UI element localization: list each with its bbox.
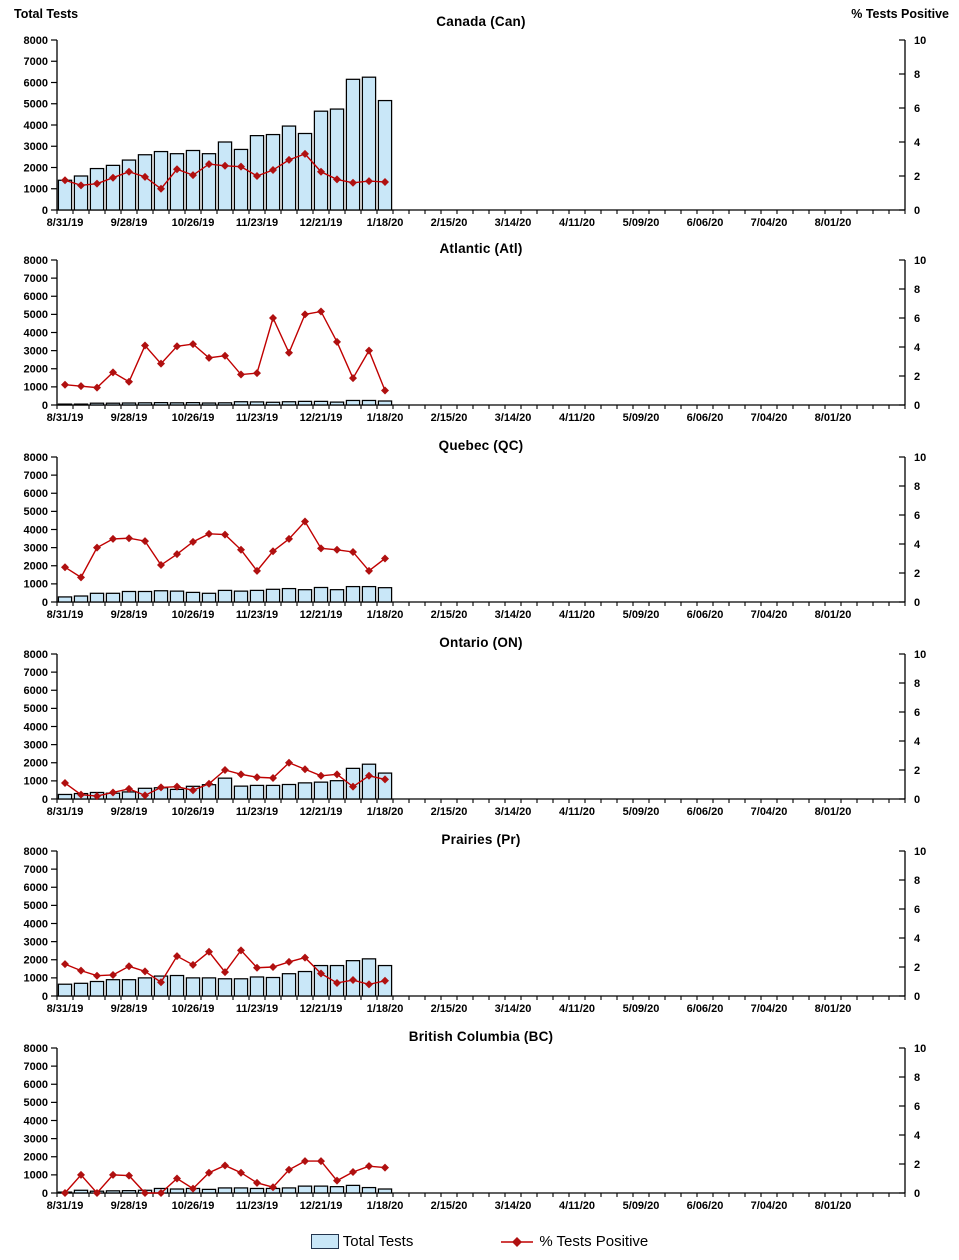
- svg-text:9/28/19: 9/28/19: [110, 1003, 148, 1015]
- svg-text:12/21/19: 12/21/19: [299, 1003, 343, 1015]
- svg-text:10/26/19: 10/26/19: [171, 1003, 215, 1015]
- svg-text:8/31/19: 8/31/19: [46, 217, 84, 229]
- svg-text:6: 6: [914, 509, 921, 522]
- svg-text:2: 2: [914, 961, 921, 974]
- chart-section-atlantic: [0, 238, 959, 435]
- svg-text:9/28/19: 9/28/19: [110, 1200, 148, 1212]
- legend-item-pct-positive: [499, 1233, 648, 1250]
- chart-section-british-columbia: [0, 1026, 959, 1223]
- svg-text:0: 0: [914, 596, 921, 609]
- svg-text:6000: 6000: [23, 488, 48, 501]
- svg-text:4000: 4000: [23, 721, 48, 734]
- svg-text:12/21/19: 12/21/19: [299, 806, 343, 818]
- svg-text:8000: 8000: [23, 845, 48, 858]
- svg-text:8: 8: [914, 68, 921, 81]
- total-tests-swatch-icon: [311, 1234, 339, 1249]
- svg-text:10/26/19: 10/26/19: [171, 217, 215, 229]
- svg-text:4: 4: [914, 932, 921, 945]
- svg-text:8/31/19: 8/31/19: [46, 806, 84, 818]
- svg-text:4000: 4000: [23, 119, 48, 132]
- svg-text:11/23/19: 11/23/19: [235, 1200, 279, 1212]
- svg-text:6: 6: [914, 312, 921, 325]
- svg-text:10/26/19: 10/26/19: [171, 806, 215, 818]
- svg-text:3/14/20: 3/14/20: [494, 1200, 532, 1212]
- svg-text:0: 0: [41, 204, 48, 217]
- svg-text:2/15/20: 2/15/20: [430, 609, 468, 621]
- svg-text:3000: 3000: [23, 345, 48, 358]
- svg-text:6: 6: [914, 1100, 921, 1113]
- svg-text:10/26/19: 10/26/19: [171, 1200, 215, 1212]
- svg-text:5/09/20: 5/09/20: [622, 1200, 660, 1212]
- svg-text:1000: 1000: [23, 183, 48, 196]
- svg-text:2000: 2000: [23, 757, 48, 770]
- svg-text:5000: 5000: [23, 309, 48, 322]
- svg-text:9/28/19: 9/28/19: [110, 806, 148, 818]
- svg-text:11/23/19: 11/23/19: [235, 1003, 279, 1015]
- svg-text:2000: 2000: [23, 363, 48, 376]
- svg-text:2: 2: [914, 567, 921, 580]
- svg-text:0: 0: [41, 793, 48, 806]
- svg-text:7000: 7000: [23, 1060, 48, 1073]
- legend-pct-positive-label: % Tests Positive: [539, 1233, 649, 1250]
- svg-text:5000: 5000: [23, 506, 48, 519]
- svg-text:2000: 2000: [23, 1151, 48, 1164]
- svg-text:1000: 1000: [23, 775, 48, 788]
- svg-text:10/26/19: 10/26/19: [171, 412, 215, 424]
- svg-text:6000: 6000: [23, 685, 48, 698]
- right-axis-header: % Tests Positive: [851, 7, 949, 21]
- quebec-plot: [0, 435, 959, 632]
- svg-text:11/23/19: 11/23/19: [235, 412, 279, 424]
- svg-text:6: 6: [914, 706, 921, 719]
- svg-text:2: 2: [914, 370, 921, 383]
- svg-text:2: 2: [914, 1158, 921, 1171]
- svg-text:0: 0: [914, 204, 921, 217]
- svg-text:3/14/20: 3/14/20: [494, 1003, 532, 1015]
- svg-text:12/21/19: 12/21/19: [299, 1200, 343, 1212]
- svg-text:3/14/20: 3/14/20: [494, 412, 532, 424]
- svg-text:2000: 2000: [23, 560, 48, 573]
- atlantic-plot: [0, 238, 959, 435]
- svg-text:6/06/20: 6/06/20: [686, 1003, 724, 1015]
- svg-text:8/31/19: 8/31/19: [46, 1003, 84, 1015]
- svg-text:5000: 5000: [23, 1097, 48, 1110]
- ontario-plot: [0, 632, 959, 829]
- svg-text:7/04/20: 7/04/20: [750, 1200, 788, 1212]
- left-axis-header: Total Tests: [14, 7, 79, 21]
- svg-text:10: 10: [914, 648, 927, 661]
- svg-text:0: 0: [914, 399, 921, 412]
- svg-text:8/01/20: 8/01/20: [814, 806, 852, 818]
- svg-text:0: 0: [41, 596, 48, 609]
- svg-text:0: 0: [41, 1187, 48, 1200]
- svg-text:3/14/20: 3/14/20: [494, 217, 532, 229]
- svg-text:8000: 8000: [23, 648, 48, 661]
- svg-text:6000: 6000: [23, 291, 48, 304]
- svg-text:2/15/20: 2/15/20: [430, 412, 468, 424]
- british-columbia-plot: [0, 1026, 959, 1223]
- svg-text:7/04/20: 7/04/20: [750, 609, 788, 621]
- legend-item-total-tests: [311, 1233, 414, 1250]
- svg-text:8/01/20: 8/01/20: [814, 609, 852, 621]
- svg-text:5/09/20: 5/09/20: [622, 806, 660, 818]
- chart-section-canada: [0, 0, 959, 238]
- svg-text:4/11/20: 4/11/20: [558, 412, 596, 424]
- svg-text:2: 2: [914, 170, 921, 183]
- svg-text:1000: 1000: [23, 381, 48, 394]
- svg-text:6: 6: [914, 102, 921, 115]
- svg-text:4/11/20: 4/11/20: [558, 1200, 596, 1212]
- svg-text:6: 6: [914, 903, 921, 916]
- svg-text:1000: 1000: [23, 1169, 48, 1182]
- svg-text:4: 4: [914, 136, 921, 149]
- svg-text:4/11/20: 4/11/20: [558, 1003, 596, 1015]
- svg-text:6/06/20: 6/06/20: [686, 1200, 724, 1212]
- svg-text:1/18/20: 1/18/20: [366, 1200, 404, 1212]
- svg-text:7/04/20: 7/04/20: [750, 1003, 788, 1015]
- svg-text:5/09/20: 5/09/20: [622, 1003, 660, 1015]
- svg-text:8: 8: [914, 677, 921, 690]
- svg-text:2: 2: [914, 764, 921, 777]
- svg-text:1000: 1000: [23, 578, 48, 591]
- svg-text:0: 0: [41, 399, 48, 412]
- svg-text:9/28/19: 9/28/19: [110, 412, 148, 424]
- svg-text:9/28/19: 9/28/19: [110, 609, 148, 621]
- svg-text:3/14/20: 3/14/20: [494, 806, 532, 818]
- chart-title-quebec: Quebec (QC): [438, 438, 524, 453]
- svg-text:8/31/19: 8/31/19: [46, 412, 84, 424]
- svg-text:1/18/20: 1/18/20: [366, 609, 404, 621]
- svg-text:8/01/20: 8/01/20: [814, 1200, 852, 1212]
- svg-text:7000: 7000: [23, 666, 48, 679]
- svg-text:6/06/20: 6/06/20: [686, 412, 724, 424]
- svg-text:4/11/20: 4/11/20: [558, 217, 596, 229]
- svg-text:0: 0: [914, 1187, 921, 1200]
- chart-title-canada: Canada (Can): [436, 14, 526, 29]
- svg-text:6000: 6000: [23, 882, 48, 895]
- svg-text:6/06/20: 6/06/20: [686, 609, 724, 621]
- svg-text:7000: 7000: [23, 863, 48, 876]
- svg-text:0: 0: [914, 793, 921, 806]
- svg-text:1000: 1000: [23, 972, 48, 985]
- svg-text:8/01/20: 8/01/20: [814, 1003, 852, 1015]
- svg-text:10: 10: [914, 845, 927, 858]
- svg-text:8: 8: [914, 480, 921, 493]
- chart-section-ontario: [0, 632, 959, 829]
- svg-text:12/21/19: 12/21/19: [299, 412, 343, 424]
- svg-text:1/18/20: 1/18/20: [366, 806, 404, 818]
- pct-positive-line-icon: [499, 1236, 535, 1248]
- svg-text:10: 10: [914, 1042, 927, 1055]
- svg-text:4: 4: [914, 735, 921, 748]
- chart-section-prairies: [0, 829, 959, 1026]
- svg-text:2/15/20: 2/15/20: [430, 1200, 468, 1212]
- legend-total-tests-label: Total Tests: [342, 1233, 414, 1250]
- svg-text:1/18/20: 1/18/20: [366, 1003, 404, 1015]
- svg-text:5000: 5000: [23, 703, 48, 716]
- svg-text:3000: 3000: [23, 141, 48, 154]
- svg-text:4000: 4000: [23, 1115, 48, 1128]
- svg-text:2/15/20: 2/15/20: [430, 1003, 468, 1015]
- svg-text:7000: 7000: [23, 469, 48, 482]
- svg-text:10/26/19: 10/26/19: [171, 609, 215, 621]
- svg-text:4: 4: [914, 341, 921, 354]
- svg-text:6000: 6000: [23, 77, 48, 90]
- svg-text:4000: 4000: [23, 918, 48, 931]
- chart-title-atlantic: Atlantic (Atl): [439, 241, 523, 256]
- svg-text:8000: 8000: [23, 254, 48, 267]
- chart-section-quebec: [0, 435, 959, 632]
- svg-text:8: 8: [914, 283, 921, 296]
- svg-text:8: 8: [914, 874, 921, 887]
- chart-title-british-columbia: British Columbia (BC): [408, 1029, 554, 1044]
- svg-text:7/04/20: 7/04/20: [750, 412, 788, 424]
- svg-text:4: 4: [914, 538, 921, 551]
- svg-text:11/23/19: 11/23/19: [235, 609, 279, 621]
- svg-text:2/15/20: 2/15/20: [430, 217, 468, 229]
- svg-text:8/01/20: 8/01/20: [814, 217, 852, 229]
- svg-text:7000: 7000: [23, 56, 48, 69]
- svg-text:0: 0: [41, 990, 48, 1003]
- svg-text:8/31/19: 8/31/19: [46, 609, 84, 621]
- svg-text:8/31/19: 8/31/19: [46, 1200, 84, 1212]
- svg-text:3000: 3000: [23, 542, 48, 555]
- svg-text:7/04/20: 7/04/20: [750, 806, 788, 818]
- svg-text:1/18/20: 1/18/20: [366, 412, 404, 424]
- svg-text:10: 10: [914, 451, 927, 464]
- svg-text:6000: 6000: [23, 1079, 48, 1092]
- svg-text:5/09/20: 5/09/20: [622, 609, 660, 621]
- svg-text:6/06/20: 6/06/20: [686, 806, 724, 818]
- svg-text:4: 4: [914, 1129, 921, 1142]
- svg-text:3000: 3000: [23, 1133, 48, 1146]
- svg-text:9/28/19: 9/28/19: [110, 217, 148, 229]
- svg-text:5/09/20: 5/09/20: [622, 217, 660, 229]
- svg-text:7/04/20: 7/04/20: [750, 217, 788, 229]
- svg-text:11/23/19: 11/23/19: [235, 806, 279, 818]
- svg-text:12/21/19: 12/21/19: [299, 609, 343, 621]
- svg-text:8000: 8000: [23, 1042, 48, 1055]
- canada-plot: [0, 0, 959, 238]
- svg-text:2000: 2000: [23, 162, 48, 175]
- svg-text:4/11/20: 4/11/20: [558, 806, 596, 818]
- svg-text:3/14/20: 3/14/20: [494, 609, 532, 621]
- svg-text:10: 10: [914, 34, 927, 47]
- svg-text:1/18/20: 1/18/20: [366, 217, 404, 229]
- svg-text:2/15/20: 2/15/20: [430, 806, 468, 818]
- svg-text:3000: 3000: [23, 936, 48, 949]
- chart-title-prairies: Prairies (Pr): [441, 832, 521, 847]
- svg-text:12/21/19: 12/21/19: [299, 217, 343, 229]
- svg-text:6/06/20: 6/06/20: [686, 217, 724, 229]
- svg-text:0: 0: [914, 990, 921, 1003]
- chart-title-ontario: Ontario (ON): [439, 635, 523, 650]
- svg-text:2000: 2000: [23, 954, 48, 967]
- svg-text:5000: 5000: [23, 900, 48, 913]
- svg-text:10: 10: [914, 254, 927, 267]
- svg-text:8: 8: [914, 1071, 921, 1084]
- svg-text:4000: 4000: [23, 327, 48, 340]
- svg-text:8000: 8000: [23, 34, 48, 47]
- svg-text:4000: 4000: [23, 524, 48, 537]
- svg-text:7000: 7000: [23, 272, 48, 285]
- svg-text:4/11/20: 4/11/20: [558, 609, 596, 621]
- svg-text:5000: 5000: [23, 98, 48, 111]
- svg-text:8/01/20: 8/01/20: [814, 412, 852, 424]
- svg-text:5/09/20: 5/09/20: [622, 412, 660, 424]
- svg-text:11/23/19: 11/23/19: [235, 217, 279, 229]
- svg-text:3000: 3000: [23, 739, 48, 752]
- legend: [0, 1223, 959, 1260]
- prairies-plot: [0, 829, 959, 1026]
- svg-text:8000: 8000: [23, 451, 48, 464]
